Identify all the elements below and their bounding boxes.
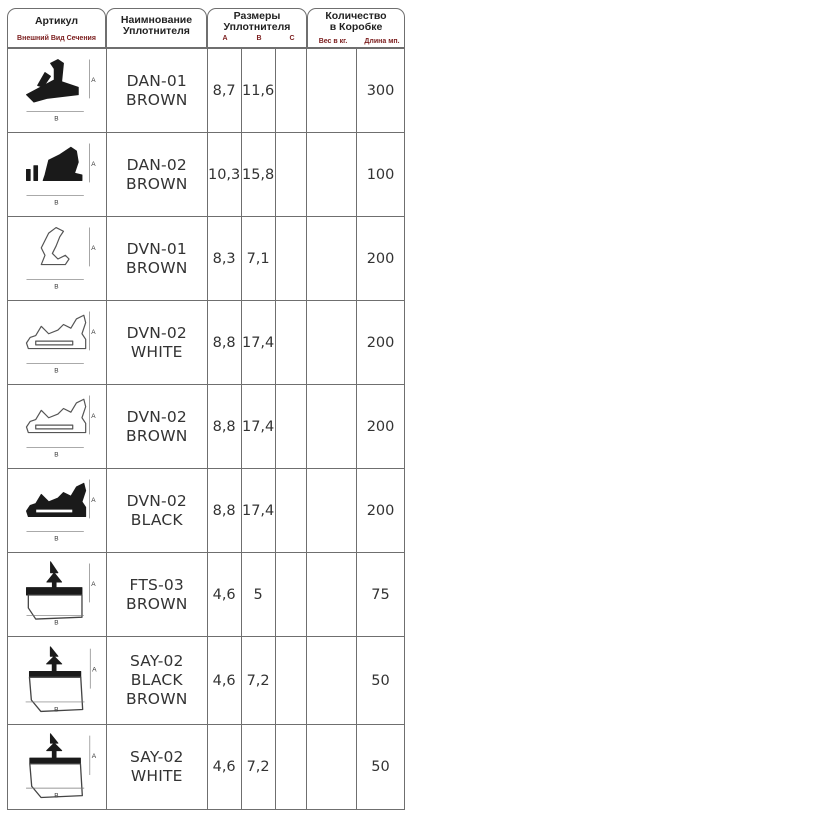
header-sizes <box>207 8 307 48</box>
header-name <box>106 8 207 48</box>
size-b: 5 <box>241 553 275 637</box>
size-b: 17,4 <box>241 301 275 385</box>
seal-name <box>106 49 207 133</box>
seal-code: FTS-03 <box>129 575 184 594</box>
profile-cell <box>8 725 107 810</box>
size-a: 4,6 <box>207 725 241 810</box>
header-article <box>7 8 106 48</box>
header-quantity-title: Количество в Коробке <box>325 10 387 33</box>
seal-color: BLACK <box>130 510 183 529</box>
dvn-01-profile-drawing <box>14 222 100 296</box>
size-b: 7,2 <box>241 725 275 810</box>
seal-name <box>106 301 207 385</box>
seal-name <box>106 725 207 810</box>
profile-shape <box>26 315 85 348</box>
seal-table <box>7 48 405 810</box>
box-length: 200 <box>357 469 405 553</box>
header-name-title: Наимнование Уплотнителя <box>120 14 193 37</box>
seal-color-2: BROWN <box>126 690 188 708</box>
header-size-b: B <box>256 35 262 42</box>
header-size-a: A <box>222 35 228 42</box>
say-02-profile-drawing <box>14 730 100 805</box>
seal-code: DAN-02 <box>126 155 187 174</box>
seal-color: BROWN <box>126 174 188 193</box>
box-weight <box>307 637 357 725</box>
box-weight <box>307 553 357 637</box>
size-c <box>275 725 307 810</box>
size-b: 7,1 <box>241 217 275 301</box>
dvn-02-profile-drawing <box>14 306 100 380</box>
table-row <box>8 469 405 553</box>
seal-code: DAN-01 <box>126 71 187 90</box>
seal-name <box>106 469 207 553</box>
size-a: 8,8 <box>207 301 241 385</box>
box-length: 50 <box>357 637 405 725</box>
dim-label-a: A <box>91 244 96 252</box>
seal-color: WHITE <box>130 342 183 361</box>
box-weight <box>307 725 357 810</box>
box-weight <box>307 217 357 301</box>
seal-color: BROWN <box>126 594 188 613</box>
table-row <box>8 133 405 217</box>
seal-color: BROWN <box>126 258 188 277</box>
table-row <box>8 217 405 301</box>
size-c <box>275 469 307 553</box>
size-c <box>275 553 307 637</box>
header-size-c: C <box>289 35 295 42</box>
box-length: 200 <box>357 301 405 385</box>
size-b: 7,2 <box>241 637 275 725</box>
seal-name <box>106 637 207 725</box>
seal-name <box>106 553 207 637</box>
size-c <box>275 385 307 469</box>
table-row <box>8 725 405 810</box>
dim-label-b: B <box>54 367 59 375</box>
header-article-subtitle: Внешний Вид Сечения <box>17 35 96 42</box>
size-c <box>275 637 307 725</box>
dvn-02-profile-drawing <box>14 390 100 464</box>
size-c <box>275 133 307 217</box>
dim-label-a: A <box>91 76 96 84</box>
dan-02-profile-drawing <box>14 138 100 212</box>
size-c <box>275 49 307 133</box>
profile-cell <box>8 301 107 385</box>
seal-code: SAY-02 <box>129 652 184 670</box>
seal-name <box>106 217 207 301</box>
dim-label-b: B <box>54 283 59 291</box>
dim-label-a: A <box>92 666 97 673</box>
seal-code: SAY-02 <box>129 748 184 766</box>
size-a: 10,3 <box>207 133 241 217</box>
seal-code: DVN-01 <box>126 239 187 258</box>
size-a: 8,7 <box>207 49 241 133</box>
size-b: 17,4 <box>241 469 275 553</box>
seal-color: BLACK <box>130 671 183 689</box>
seal-color: BROWN <box>126 426 188 445</box>
box-weight <box>307 49 357 133</box>
box-length: 50 <box>357 725 405 810</box>
header-article-title: Артикул <box>34 15 79 27</box>
dim-label-b: B <box>54 792 59 799</box>
profile-cell <box>8 553 107 637</box>
box-length: 75 <box>357 553 405 637</box>
dim-label-a: A <box>91 412 96 420</box>
size-a: 4,6 <box>207 553 241 637</box>
seal-name <box>106 385 207 469</box>
seal-code: DVN-02 <box>126 323 187 342</box>
size-c <box>275 217 307 301</box>
table-row <box>8 553 405 637</box>
header-weight: Вес в кг. <box>318 38 348 45</box>
size-c <box>275 301 307 385</box>
profile-cell <box>8 49 107 133</box>
dim-label-b: B <box>54 451 59 459</box>
dvn-02-profile-drawing <box>14 474 100 548</box>
box-length: 300 <box>357 49 405 133</box>
dan-01-profile-drawing <box>14 54 100 128</box>
dim-label-b: B <box>54 535 59 543</box>
dim-label-a: A <box>91 160 96 168</box>
header-sizes-title: Размеры Уплотнителя <box>223 10 291 33</box>
profile-shape <box>26 147 82 180</box>
size-a: 8,8 <box>207 469 241 553</box>
size-b: 15,8 <box>241 133 275 217</box>
say-02-profile-drawing <box>14 643 100 719</box>
profile-shape <box>26 59 78 102</box>
profile-shape <box>26 399 85 432</box>
dim-label-b: B <box>54 705 59 713</box>
dim-label-a: A <box>91 580 96 588</box>
seal-code: DVN-02 <box>126 491 187 510</box>
table-row <box>8 49 405 133</box>
table-row <box>8 637 405 725</box>
table-row <box>8 385 405 469</box>
size-b: 11,6 <box>241 49 275 133</box>
seal-color: BROWN <box>126 90 188 109</box>
profile-cell <box>8 133 107 217</box>
box-length: 100 <box>357 133 405 217</box>
box-weight <box>307 301 357 385</box>
profile-shape <box>41 227 69 264</box>
box-length: 200 <box>357 385 405 469</box>
profile-cell <box>8 637 107 725</box>
seal-color: WHITE <box>130 767 183 785</box>
table-row <box>8 301 405 385</box>
fts-03-profile-drawing <box>14 558 100 632</box>
profile-shape <box>26 483 85 516</box>
dim-label-b: B <box>54 115 59 123</box>
dim-label-b: B <box>54 619 59 627</box>
size-a: 8,8 <box>207 385 241 469</box>
header-quantity <box>307 8 405 48</box>
seal-spec-sheet <box>7 8 405 809</box>
dim-label-a: A <box>91 328 96 336</box>
box-weight <box>307 469 357 553</box>
size-b: 17,4 <box>241 385 275 469</box>
dim-label-a: A <box>91 496 96 504</box>
size-a: 8,3 <box>207 217 241 301</box>
profile-cell <box>8 217 107 301</box>
box-weight <box>307 385 357 469</box>
profile-cell <box>8 469 107 553</box>
seal-name <box>106 133 207 217</box>
box-weight <box>307 133 357 217</box>
dim-label-b: B <box>54 199 59 207</box>
header-length: Длина мп. <box>364 38 400 45</box>
profile-shape <box>26 561 82 618</box>
profile-cell <box>8 385 107 469</box>
size-a: 4,6 <box>207 637 241 725</box>
dim-label-a: A <box>91 752 97 760</box>
box-length: 200 <box>357 217 405 301</box>
seal-code: DVN-02 <box>126 407 187 426</box>
